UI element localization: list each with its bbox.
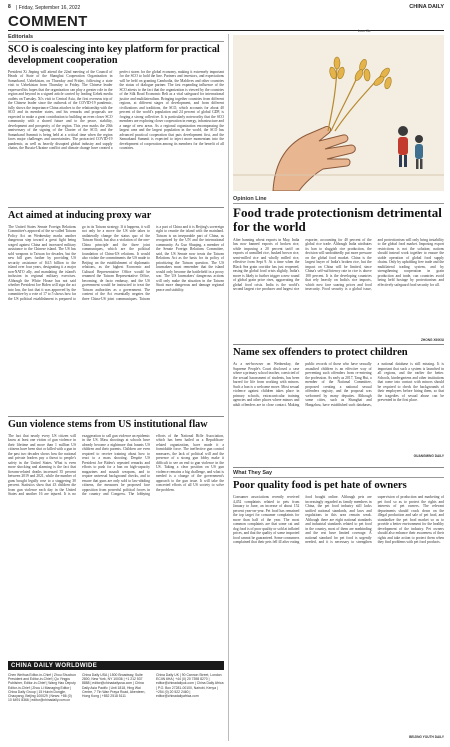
what-they-say-kicker: What They Say	[233, 470, 273, 476]
cartoon-illustration	[233, 35, 444, 191]
issue-date: | Friday, September 16, 2022	[16, 4, 81, 11]
editorials-column	[8, 34, 224, 215]
pet-food-article	[233, 470, 444, 739]
brand-name: CHINA DAILY	[409, 4, 444, 10]
illustration-credit: Luo Jie	[358, 28, 371, 33]
staff-bar: CHINA DAILY WORLDWIDE	[8, 661, 224, 670]
gun-headline: Gun violence stems from US institutional flaw	[8, 419, 208, 430]
column-gutter	[228, 34, 229, 741]
editorials-kicker: Editorials	[8, 34, 34, 40]
staff-column-1: Chen Weihua Editor-in-Chief | Zhou Shuchun President and Editor-in-Chief | Qu Yingpu Publisher, Editor-in-Chief | Wang Hao Deputy Editor-in-Chief | Zhou Li Managing Editor | China Daily Group | 15 Huixin Dongjie, Chaoyang, Beijing 100029 | News: +86 (0) 10 6491 8366 | editor@chinadaily.com.cn	[8, 673, 76, 703]
nurse-article	[233, 347, 444, 458]
sex-offender-signature: GUANGMING DAILY	[413, 454, 444, 458]
newspaper-page	[8, 4, 444, 743]
food-headline: Food trade protectionism detrimental for the world	[233, 205, 442, 235]
sex-offender-body: As a net-browser on Wednesday, the Supreme People's Court disclosed a case where a primary school teacher, convicted of the sexual harassment of students, has been barred for life from working with minors. Such a ban is a welcome move. Most sexual violence against children takes place in primary schools, extracurricular training agencies and other places where minors and adult offenders are in close contact. Making public records of those who have sexually assaulted children is an effective way of preventing such offenders from re-entering the profession. As early as 2017, Tang Hui, a member of the National Committee, proposed creating a national sexual offenders registry, and the proposal was welcomed by many deputies. Although some cities, such as Shanghai and Hangzhou, have established such databases, a national database is still missing. It is important that such a system is launched in all regions, and the earlier the better. Schools, kindergartens and other institutions that come into contact with minors should be required to check the backgrounds of their employees before hiring them, so that the tragedies of sexual abuse can be prevented in the first place.	[233, 362, 444, 407]
kicker-rule	[8, 41, 224, 42]
taiwan-article	[8, 210, 224, 414]
divider	[233, 344, 444, 345]
section-title: COMMENT	[8, 13, 88, 30]
taiwan-body: The United States Senate Foreign Relations Committee's approval of the so-called Taiwan Policy Act on Wednesday marks another dangerous step toward a great fight being waged against China and increased military assistance to the Chinese island. The US has sold weapons to Taiwan for decades, but the new bill goes further by providing US security assistance of $4.5 billion to the island over four years, designating it a major non-NATO ally, and mandating the island's inclusion in regional military exercises. Although the White House has not said whether President Joe Biden will sign the act into law, the fact that it was approved by the committee by a vote of 17 to 5 shows how far the US political establishment is prepared to go in its Taiwan strategy. If it happens, it will not only be a move the US side takes to unilaterally change the status quo of the Taiwan Strait, but also a violation of the one-China principle and the three joint communiques, which are the political foundation of China-US relations. It would also violate the commitments the US made to Beijing on the establishment of diplomatic relations, as the highest Economic and Cultural Representative Office would be renamed the Taiwan Representative Office, becoming, de facto embassy, and the US government would be instructed to treat the Taiwan authorities as a government. The content of the Act essentially negates the three China-US joint communiques. Taiwan is a part of China and it is Beijing's sovereign right to reunite the island with the mainland. Taiwan is an inseparable part of China, as recognized by the UN and the international community. As Guo Shuqing, a member of the Senate Foreign Relations Committee, said, the US Senate now treats the Taiwan Relations Act as the basis for its policy of prioritizing the Taiwan question. The US lawmakers must remember that the island would only become the battlefield in a proxy war. The US lawmakers' dangerous actions will only make the situation in the Taiwan Strait more dangerous and damage regional peace and stability.	[8, 224, 224, 301]
pet-food-signature: BEIJING YOUTH DAILY	[409, 735, 444, 739]
top-info-line	[8, 4, 444, 12]
taiwan-headline: Act aimed at inducing proxy war	[8, 210, 152, 221]
food-body: After banning wheat exports in May, India has now banned exports of broken rice, while imposing a 20 percent tariff on exports of unmilled rice, husked brown rice, semi-milled rice and wholly milled rice, effective from Sept 9. At a time when the Black Sea grain corridor has just reopened, easing the global food crisis slightly, India's move is likely to further trigger a new round of global grain price rises, aggravating the global food crisis. India is the world's second largest rice producer and largest rice exporter, accounting for 40 percent of the global rice trade. Although India attributes its ban to sluggish rice production, the decision will undoubtedly put more pressure on the global food market. China is the largest buyer of India's broken rice, but the impact on China will be limited, since China's self-sufficiency rate in rice is above 100 percent. It is the developing countries that rely heavily on India's rice imports, which now face soaring prices and food insecurity. Food security is a global issue, and protectionism will only bring instability to the global food market. Imposing export restrictions is not the solution; nations should instead work together to ensure the stable operation of global food supply chains. Only by upholding free trade and the multilateral trading system, and by strengthening cooperation in grain production and trade, can countries avoid being held hostage by protectionism and effectively safeguard food security for all.	[233, 237, 444, 292]
sco-body: President Xi Jinping will attend the 22nd meeting of the Council of Heads of State of the Shanghai Cooperation Organization in Samarkand, Uzbekistan, on Thursday and Friday, following a state visit to Uzbekistan from Thursday to Friday. The Chinese leader expressed his hopes that the organization can play a greater role in the region and beyond in a signed article carried by leading Uzbek media outlets on Tuesday. Xi's visit to Central Asia, the first overseas trip of the Chinese leader since the outbreak of the COVID-19 pandemic, fully shows the importance China attaches to the relationship with the SCO and its member states, and his remarks and proposals are expected to make a great contribution to building an even closer SCO community with a shared future and to the peace, stability, development and prosperity of the region. This year marks the 20th anniversary of the signing of the Charter of the SCO, and the Samarkand Summit is being held at a critical time when the region faces major challenges and uncertainties. The protracted COVID-19 pandemic, as well as heavily disrupted global industry and supply chains, the Russia-Ukraine conflict and climate change have created a perfect storm for the global economy, making it extremely important for the SCO to hold the line. Partners and investors, and expectations will be held on granting Cambodia, the Maldives and other countries the status of dialogue partner. The fast expanding influence of the SCO attests to the fact that the organization is viewed by the countries of the Silk Road Economic Belt as a vital safeguard for international justice and multilateralism. Bringing together countries from different regions, at different stages of development, and from different civilizations and traditions, the SCO, which accounts for about 40 percent of the world's population and 24 percent of global GDP, is forging a strong collective. It is particularly noteworthy that the SCO members are exploring closer cooperation in energy, infrastructure and a range of new areas. As a regional organization encompassing the largest area and the largest population in the world, the SCO has advanced practical cooperation that puts development first, and the Samarkand Summit is expected to inject more momentum into the development of cooperation among its members for the benefit of all countries.	[8, 69, 224, 151]
sex-offender-headline: Name sex offenders to protect children	[233, 347, 408, 358]
kicker-rule	[233, 477, 444, 478]
staff-column-3: China Daily UK | 90 Cannon Street, London EC4N 6HA | +44 (0) 20 7398 8270 | editor@chinadailyuk.com | China Daily Africa | P.O. Box 27281-00100, Nairobi, Kenya | +254 (0) 20 522 2460 | editor@chinadailyafrica.com	[156, 673, 224, 699]
kicker-rule	[233, 203, 444, 204]
pet-food-body: Consumer associations recently received 4,452 complaints related to pets from January to June, an increase of about 152 percent year-on-year. Pet food has remained the top target for consumer complaints for more than half of the year. The most common complaints are that some cat and dog food is of poor quality or sold at inflated prices, and that the quality of some imported food cannot be guaranteed. Some consumers complained that their pets fell ill after eating food bought online. Although pets are increasingly regarded as family members in China, the pet food industry still lacks unified national standards, and laws and regulations in this area remain weak. Although there are eight national standards and industrial standards related to pet food in the country, most of them are nonbinding and the rest have limited coverage. A national standard for pet food is urgently needed, and it is necessary to strengthen supervision of production and marketing of pet food so as to protect the rights and interests of pet owners. The relevant departments should crack down on the illegal production and sale of pet food, and standardize the pet food market so as to provide a better environment for the healthy development of the industry. Pet owners should also enhance their awareness of their rights and take action to protect them when they find problems with pet food products.	[233, 495, 444, 544]
wheat-hand-cartoon	[233, 35, 444, 191]
divider	[8, 207, 224, 208]
pet-food-headline: Poor quality food is pet hate of owners	[233, 480, 407, 491]
sco-headline: SCO is coalescing into key platform for practical development cooperation	[8, 43, 220, 67]
opinion-line-section	[233, 196, 444, 342]
gun-article	[8, 419, 224, 658]
staff-column-2: China Daily USA | 1500 Broadway, Suite 2800, New York, NY 10036 | +1 212 537 8888 | editor@chinadailyusa.com | China Daily Asia Pacific | Unit 1818, Hing Wai Centre, 7 Tin Wan Praya Road, Aberdeen, Hong Kong | +852 2518 5111	[82, 673, 146, 699]
section-masthead	[8, 13, 444, 31]
divider	[233, 467, 444, 468]
food-signature: ZHONG XINXIU	[420, 337, 444, 342]
divider	[8, 416, 224, 417]
page-number: 8	[8, 4, 11, 10]
opinion-kicker: Opinion Line	[233, 196, 267, 202]
gun-body: The fact that nearly every US citizen will know at least one victim of gun violence in their lifetime and more than 1 million US citizens have been shot or killed with a gun in the past two decades shows how the national and private leaders pay a threat to people's safety in the United States. What is even more shocking and alarming is the fact that firearm-related deaths increased 35 percent between 2019 and 2021, while the number of guns bought legally rose to a staggering 30 percent. Statistics show that 43 children die from gun violence each day in the United States and another 16 are injured. It is no exaggeration to call gun violence an epidemic in the US. Mass shootings at schools have already become a nightmare that haunts US children and their parents. Children are even required to receive training about how to react to a mass shooting. Despite US President Joe Biden's repeated remarks and efforts to push for a ban on high-capacity magazines and assault weapons, and to require universal background checks, and to ensure that guns are only sold to law-abiding citizens, the measures he proposed face opposition from powerful political forces in the country and Congress. The lobbying efforts of the National Rifle Association, which has been hailed as a Republican-related organization, have made it a formidable force. The ineffective gun control measures, the lack of political will and the presence of a strong gun lobby make it difficult to see an end to gun violence in the US. Taking a clear position on US gun violence remains a big challenge, and what is needed is a change of the government's approach to the gun issue. It will take the concerted efforts of all US society to solve the problem.	[8, 433, 224, 497]
